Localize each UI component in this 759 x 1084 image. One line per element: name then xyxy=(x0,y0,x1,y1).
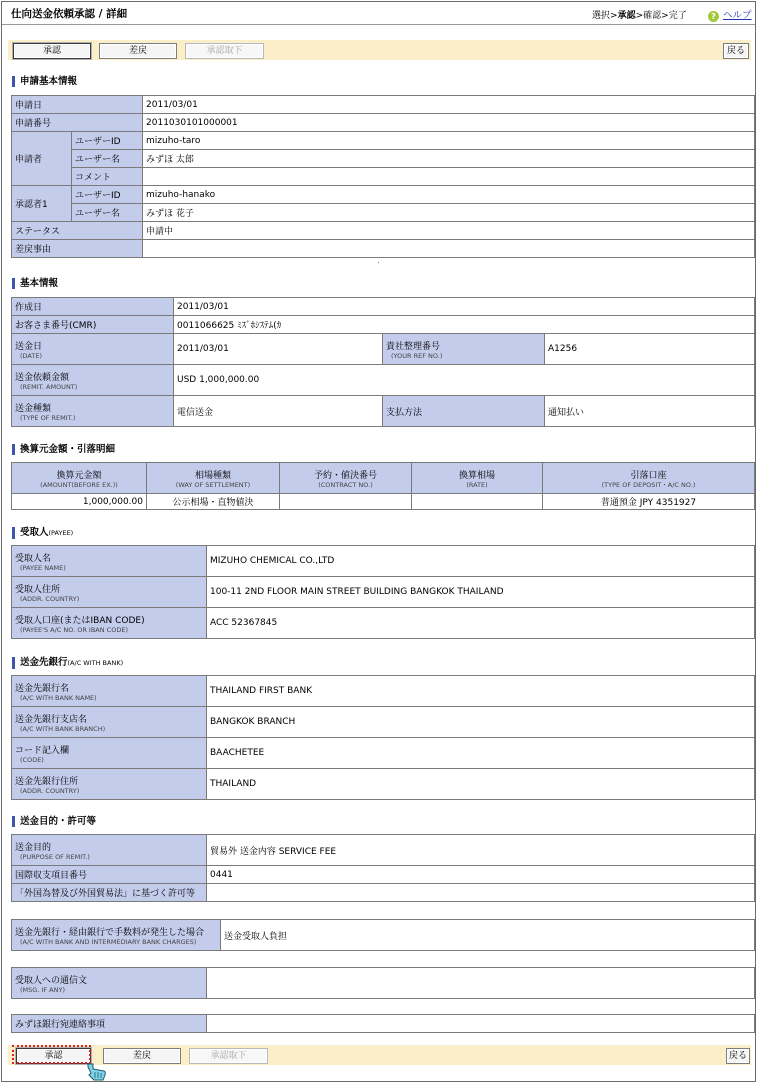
payee-title: 受取人 xyxy=(20,527,49,538)
help-link[interactable] xyxy=(708,7,752,22)
exchange-header-label: 換算相場 xyxy=(458,470,495,481)
back-button-bottom[interactable]: 戻る xyxy=(726,1048,750,1064)
bank-title-sub: (A/C WITH BANK) xyxy=(67,659,124,667)
purpose-label xyxy=(12,835,207,866)
customer-no-value: 0011066625 ﾐｽﾞﾎｼｽﾃﾑ(ｶ xyxy=(174,316,755,334)
type-sub: (TYPE OF REMIT.) xyxy=(20,413,76,422)
approver-user-name-label: ユーザー名 xyxy=(72,204,143,222)
divider-dot xyxy=(378,262,379,263)
step-indicator xyxy=(592,8,687,21)
message-table xyxy=(11,967,755,999)
bank-name-sub: (A/C WITH BANK NAME) xyxy=(20,693,97,702)
send-date-value: 2011/03/01 xyxy=(174,334,383,365)
back-button[interactable]: 戻る xyxy=(723,43,749,59)
bank-branch-value: BANGKOK BRANCH xyxy=(207,707,755,738)
apply-date-value: 2011/03/01 xyxy=(143,96,755,114)
approve-button[interactable]: 承認 xyxy=(13,43,91,59)
purpose-value: 貿易外 送金内容 SERVICE FEE xyxy=(207,835,755,866)
ref-value: A1256 xyxy=(545,334,755,365)
bank-title: 送金先銀行 xyxy=(20,657,68,668)
purpose-label-text: 送金目的 xyxy=(15,842,52,853)
msg-label-text: 受取人への通信文 xyxy=(15,975,88,986)
customer-no-label: お客さま番号(CMR) xyxy=(12,316,174,334)
top-button-bar xyxy=(8,40,751,60)
charges-label xyxy=(12,920,221,951)
payee-addr-label xyxy=(12,577,207,608)
applicant-label: 申請者 xyxy=(12,132,72,186)
exchange-table xyxy=(11,462,755,510)
amount-label-text: 送金依頼金額 xyxy=(15,372,70,383)
send-date-label-text: 送金日 xyxy=(15,341,43,352)
return-reason-value xyxy=(143,240,755,258)
send-date-label xyxy=(12,334,174,365)
step-separator: > xyxy=(661,11,669,21)
bank-table xyxy=(11,675,755,800)
bank-code-sub: (CODE) xyxy=(20,755,44,764)
exchange-header xyxy=(543,463,755,494)
purpose-sub: (PURPOSE OF REMIT.) xyxy=(20,852,90,861)
title-bar xyxy=(2,2,755,25)
exchange-header xyxy=(412,463,543,494)
exchange-header-sub: (RATE) xyxy=(466,480,488,489)
payee-acct-label-text: 受取人口座(またはIBAN CODE) xyxy=(15,615,145,626)
exchange-header xyxy=(12,463,147,494)
approve-button-bottom[interactable]: 承認 xyxy=(16,1048,91,1064)
pay-value: 通知払い xyxy=(545,396,755,427)
basic-info-table xyxy=(11,297,755,427)
step-separator: > xyxy=(610,11,618,21)
charges-value: 送金受取人負担 xyxy=(221,920,755,951)
status-value: 申請中 xyxy=(143,222,755,240)
reject-button[interactable]: 差戻 xyxy=(99,43,177,59)
applicant-user-name-label: ユーザー名 xyxy=(72,150,143,168)
bottom-button-bar xyxy=(8,1045,751,1065)
comment-value xyxy=(143,168,755,186)
exchange-header-label: 引落口座 xyxy=(630,470,667,481)
approver-user-id-value: mizuho-hanako xyxy=(143,186,755,204)
page-title: 仕向送金依頼承認 / 詳細 xyxy=(11,8,128,20)
section-basic-request: 申請基本情報 xyxy=(12,76,77,87)
exchange-header-label: 換算元金額 xyxy=(56,470,102,481)
bank-code-label xyxy=(12,738,207,769)
pay-label: 支払方法 xyxy=(383,396,545,427)
bank-code-label-text: コード記入欄 xyxy=(15,745,70,756)
applicant-user-id-label: ユーザーID xyxy=(72,132,143,150)
exchange-account-value: 普通預金 JPY 4351927 xyxy=(543,494,755,510)
help-icon: ? xyxy=(708,11,719,22)
amount-label xyxy=(12,365,174,396)
main-frame xyxy=(1,1,756,1082)
applicant-user-id-value: mizuho-taro xyxy=(143,132,755,150)
payee-acct-sub: (PAYEE'S A/C NO. OR IBAN CODE) xyxy=(20,625,128,634)
comment-label: コメント xyxy=(72,168,143,186)
permit-value xyxy=(207,884,755,902)
purpose-table xyxy=(11,834,755,902)
payee-name-value: MIZUHO CHEMICAL CO.,LTD xyxy=(207,546,755,577)
exchange-settlement-value: 公示相場・直物値決 xyxy=(147,494,280,510)
cancel-approve-button[interactable]: 承認取下 xyxy=(185,43,264,59)
exchange-header-label: 予約・値決番号 xyxy=(313,470,377,481)
return-reason-label: 差戻事由 xyxy=(12,240,143,258)
bank-name-label-text: 送金先銀行名 xyxy=(15,683,70,694)
amount-sub: (REMIT. AMOUNT) xyxy=(20,382,78,391)
created-label: 作成日 xyxy=(12,298,174,316)
approver-label: 承認者1 xyxy=(12,186,72,222)
section-purpose: 送金目的・許可等 xyxy=(12,816,96,827)
payee-name-label xyxy=(12,546,207,577)
contact-value xyxy=(207,1015,755,1033)
msg-sub: (MSG. IF ANY) xyxy=(20,985,65,994)
bank-branch-label-text: 送金先銀行支店名 xyxy=(15,714,88,725)
exchange-rate-value xyxy=(412,494,543,510)
section-payee xyxy=(12,527,73,539)
payee-name-sub: (PAYEE NAME) xyxy=(20,563,66,572)
bank-branch-label xyxy=(12,707,207,738)
payee-addr-sub: (ADDR. COUNTRY) xyxy=(20,594,80,603)
ref-label-text: 貴社整理番号 xyxy=(386,341,441,352)
intl-value: 0441 xyxy=(207,866,755,884)
section-bank xyxy=(12,657,123,669)
payee-acct-value: ACC 52367845 xyxy=(207,608,755,639)
bank-name-label xyxy=(12,676,207,707)
ref-sub: (YOUR REF NO.) xyxy=(391,351,443,360)
amount-value: USD 1,000,000.00 xyxy=(174,365,755,396)
bank-addr-label-text: 送金先銀行住所 xyxy=(15,776,79,787)
bank-addr-sub: (ADDR. COUNTRY) xyxy=(20,786,80,795)
step-select: 選択 xyxy=(592,11,611,21)
exchange-header xyxy=(280,463,412,494)
payee-table xyxy=(11,545,755,639)
exchange-header-sub: (WAY OF SETTLEMENT) xyxy=(175,480,251,489)
exchange-amount-value: 1,000,000.00 xyxy=(12,494,147,510)
charges-table xyxy=(11,919,755,951)
exchange-header-label: 相場種類 xyxy=(194,470,231,481)
contact-table xyxy=(11,1014,755,1033)
msg-value xyxy=(207,968,755,999)
step-approve-current: 承認 xyxy=(617,11,636,21)
bank-addr-value: THAILAND xyxy=(207,769,755,800)
type-value: 電信送金 xyxy=(174,396,383,427)
focus-highlight xyxy=(12,1045,91,1064)
status-label: ステータス xyxy=(12,222,143,240)
hand-cursor-icon xyxy=(86,1062,108,1082)
contact-label: みずほ銀行宛連絡事項 xyxy=(12,1015,207,1033)
section-exchange: 換算元金額・引落明細 xyxy=(12,444,115,455)
type-label xyxy=(12,396,174,427)
exchange-header-sub: (TYPE OF DEPOSIT・A/C NO.) xyxy=(601,480,696,489)
charges-sub: (A/C WITH BANK AND INTERMEDIARY BANK CHARGES) xyxy=(20,937,197,946)
payee-acct-label xyxy=(12,608,207,639)
help-label: ヘルプ xyxy=(723,10,752,21)
apply-date-label: 申請日 xyxy=(12,96,143,114)
step-separator: > xyxy=(635,11,644,21)
apply-no-label: 申請番号 xyxy=(12,114,143,132)
permit-label: 「外国為替及び外国貿易法」に基づく許可等 xyxy=(12,884,207,902)
created-value: 2011/03/01 xyxy=(174,298,755,316)
bank-name-value: THAILAND FIRST BANK xyxy=(207,676,755,707)
approver-user-id-label: ユーザーID xyxy=(72,186,143,204)
section-basic-info: 基本情報 xyxy=(12,278,58,289)
applicant-user-name-value: みずほ 太郎 xyxy=(143,150,755,168)
exchange-contract-value xyxy=(280,494,412,510)
charges-label-text: 送金先銀行・経由銀行で手数料が発生した場合 xyxy=(15,927,205,938)
type-label-text: 送金種類 xyxy=(15,403,52,414)
msg-label xyxy=(12,968,207,999)
approver-user-name-value: みずほ 花子 xyxy=(143,204,755,222)
bank-addr-label xyxy=(12,769,207,800)
bank-code-value: BAACHETEE xyxy=(207,738,755,769)
payee-title-sub: (PAYEE) xyxy=(48,529,74,537)
intl-label: 国際収支項目番号 xyxy=(12,866,207,884)
exchange-header xyxy=(147,463,280,494)
reject-button-bottom[interactable]: 差戻 xyxy=(103,1048,181,1064)
apply-no-value: 2011030101000001 xyxy=(143,114,755,132)
exchange-header-sub: (AMOUNT(BEFORE EX.)) xyxy=(40,480,118,489)
payee-addr-label-text: 受取人住所 xyxy=(15,584,61,595)
step-confirm: 確認 xyxy=(643,11,662,21)
ref-label xyxy=(383,334,545,365)
exchange-header-sub: (CONTRACT NO.) xyxy=(318,480,373,489)
send-date-sub: (DATE) xyxy=(20,351,42,360)
basic-request-table xyxy=(11,95,755,258)
payee-addr-value: 100-11 2ND FLOOR MAIN STREET BUILDING BANGKOK THAILAND xyxy=(207,577,755,608)
payee-name-label-text: 受取人名 xyxy=(15,553,52,564)
bank-branch-sub: (A/C WITH BANK BRANCH) xyxy=(20,724,106,733)
step-done: 完了 xyxy=(668,11,687,21)
cancel-approve-button-bottom[interactable]: 承認取下 xyxy=(189,1048,268,1064)
